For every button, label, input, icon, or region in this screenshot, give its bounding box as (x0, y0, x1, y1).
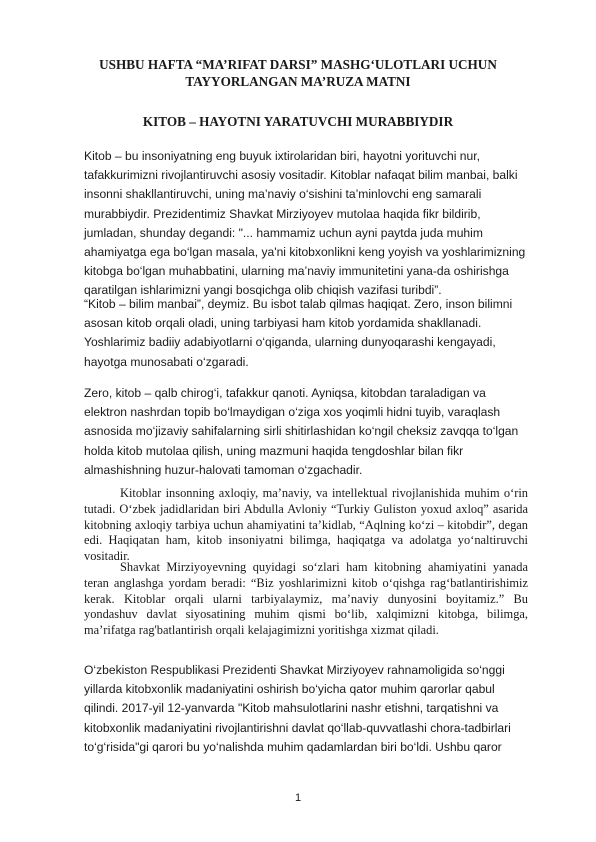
paragraph: Kitoblar insonning axloqiy, ma’naviy, va intellektual rivojlanishida muhim o‘rin tutadi. O‘zbek jadidlaridan biri Abdulla Avloniy “Turkiy Guliston yoxud axloq” asarida kitobning axloqiy tarbiya uchun ahamiyatini ta’kidlab, “Aqlning ko‘zi – kitobdir”, degan edi. Haqiqatan ham, kitob insoniyatni bilimga, haqiqatga va adolatga yo‘naltiruvchi vositadir. (84, 486, 528, 564)
paragraph: O‘zbekiston Respublikasi Prezidenti Shavkat Mirziyoyev rahnamoligida so‘nggi yillarda kitobxonlik madaniyatini oshirish bo‘yicha qator muhim qarorlar qabul qilindi. 2017-yil 12-yanvarda "Kitob mahsulotlarini nashr etishni, tarqatishni va kitobxonlik madaniyatini rivojlantirishni davlat qo‘llab-quvvatlashi chora-tadbirlari to‘g‘risida"gi qarori bu yo‘nalishda muhim qadamlardan biri bo‘ldi. Ushbu qaror (84, 663, 511, 754)
sub-heading: KITOB – HAYOTNI YARATUVCHI MURABBIYDIR (142, 114, 454, 129)
paragraph: Shavkat Mirziyoyevning quyidagi so‘zlari ham kitobning ahamiyatini yanada teran anglashga yordam beradi: “Biz yoshlarimizni kitob o‘qishga rag‘batlantirishimiz kerak. Kitoblar orqali ularni tarbiyalaymiz, ma’naviy dunyosini boyitamiz.” Bu yondashuv davlat siyosatining muhim qismi bo‘lib, xalqimizni kitobga, bilimga, ma’rifatga rag'batlantirish orqali kelajagimizni yoritishga xizmat qiladi. (84, 560, 528, 638)
paragraph: “Kitob – bilim manbai”, deymiz. Bu isbot talab qilmas haqiqat. Zero, inson bilimni asosan kitob orqali oladi, uning tarbiyasi ham kitob yordamida shakllanadi. Yoshlarimiz badiiy adabiyotlarni o‘qiganda, ularning dunyoqarashi kengayadi, hayotga munosabati o‘zgaradi. (84, 297, 513, 369)
paragraph: Kitob – bu insoniyatning eng buyuk ixtirolaridan biri, hayotni yorituvchi nur, tafakkurimizni rivojlantiruvchi asosiy vositadir. Kitoblar nafaqat bilim manbai, balki insonni shakllantiruvchi, uning ma’naviy o‘sishini ta’minlovchi eng samarali murabbiydir. Prezidentimiz Shavkat Mirziyoyev mutolaa haqida fikr bildirib, jumladan, shunday degandi: "... hammamiz uchun ayni paytda juda muhim ahamiyatga ega bo‘lgan masala, ya'ni kitobxonlikni keng yoyish va yoshlarimizning kitobga bo‘lgan muhabbatini, ularning ma’naviy immunitetini yana-da oshirishga qaratilgan ishlarimizni yangi bosqichga olib chiqish vazifasi turibdi”. (84, 149, 526, 298)
paragraph: Zero, kitob – qalb chirog‘i, tafakkur qanoti. Ayniqsa, kitobdan taraladigan va elektron nashrdan topib bo‘lmaydigan o‘ziga xos yoqimli hidni tuyib, varaqlash asnosida mo‘jizaviy sahifalarning sirli shitirlashidan ko‘ngil cheksiz zavqqa to‘lgan holda kitob mutolaa qilish, uning mazmuni haqida tengdoshlar bilan fikr almashishning huzur-halovati tamoman o‘zgachadir. (84, 386, 519, 477)
main-heading: USHBU HAFTA “MA’RIFAT DARSI” MASHG‘ULOTLARI UCHUN TAYYORLANGAN MA’RUZA MATNI (99, 57, 497, 89)
page-number: 1 (294, 792, 302, 804)
